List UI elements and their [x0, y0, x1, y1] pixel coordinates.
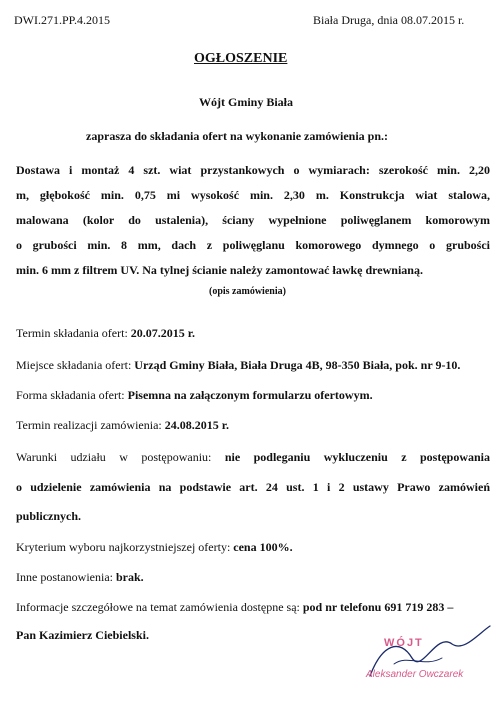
invitation-text: zaprasza do składania ofert na wykonanie zamówienia pn.:	[86, 129, 389, 143]
place-and-date: Biała Druga, dnia 08.07.2015 r.	[313, 13, 465, 27]
official-stamp	[352, 624, 500, 703]
signature-image	[352, 624, 500, 703]
field-label: Inne postanowienia:	[16, 570, 113, 584]
submission-place	[16, 358, 460, 372]
description-line: Dostawa i montaż 4 szt. wiat przystankowych o wymiarach: szerokość min. 2,20	[16, 163, 490, 177]
description-line: o grubości min. 8 mm, dach z poliwęglanu komorowego dymnego o grubości	[16, 238, 490, 252]
conditions-line: publicznych.	[16, 509, 82, 523]
field-label: Kryterium wyboru najkorzystniejszej oferty:	[16, 540, 231, 554]
field-value: pod nr telefonu 691 719 283 –	[302, 600, 454, 614]
completion-deadline	[16, 418, 229, 432]
field-value: cena 100%.	[233, 540, 293, 554]
field-value: 20.07.2015 r.	[130, 326, 196, 340]
conditions-line: o udzielenie zamówienia na podstawie art. 24 ust. 1 i 2 ustawy Prawo zamówień	[16, 480, 490, 494]
description-line: min. 6 mm z filtrem UV. Na tylnej ścianie należy zamontować ławkę drewnianą.	[16, 263, 423, 277]
field-label: Termin realizacji zamówienia:	[16, 418, 162, 432]
description-line: m, głębokość min. 0,75 mi wysokość min. 2,30 m. Konstrukcja wiat stalowa,	[16, 188, 490, 202]
stamp-title: WÓJT	[384, 637, 424, 649]
conditions-line	[16, 450, 490, 464]
field-value: brak.	[115, 570, 144, 584]
contact-person: Pan Kazimierz Ciebielski.	[16, 628, 149, 642]
field-label: Termin składania ofert:	[16, 326, 128, 340]
description-caption: (opis zamówienia)	[209, 286, 286, 297]
handwritten-signature	[394, 658, 442, 664]
field-label: Informacje szczegółowe na temat zamówienia dostępne są:	[16, 600, 300, 614]
field-value: nie podleganiu wykluczeniu z postępowania	[224, 450, 490, 464]
reference-number: DWI.271.PP.4.2015	[14, 13, 111, 27]
other-provisions	[16, 570, 144, 584]
description-line: malowana (kolor do ustalenia), ściany wypełnione poliwęglanem komorowym	[16, 213, 490, 227]
selection-criterion	[16, 540, 293, 554]
field-value: 24.08.2015 r.	[164, 418, 229, 432]
field-label: Miejsce składania ofert:	[16, 358, 132, 372]
stamp-name: Aleksander Owczarek	[366, 669, 464, 680]
field-value: Urząd Gminy Biała, Biała Druga 4B, 98-350 Biała, pok. nr 9-10.	[134, 358, 461, 372]
field-label: Warunki udziału w postępowaniu:	[16, 450, 212, 464]
field-value: Pisemna na załączonym formularzu ofertowym.	[127, 388, 373, 402]
document-title: OGŁOSZENIE	[194, 51, 288, 66]
contact-info	[16, 600, 453, 614]
submission-form	[16, 388, 373, 402]
issuer: Wójt Gminy Biała	[199, 95, 294, 109]
submission-deadline	[16, 326, 195, 340]
field-label: Forma składania ofert:	[16, 388, 125, 402]
